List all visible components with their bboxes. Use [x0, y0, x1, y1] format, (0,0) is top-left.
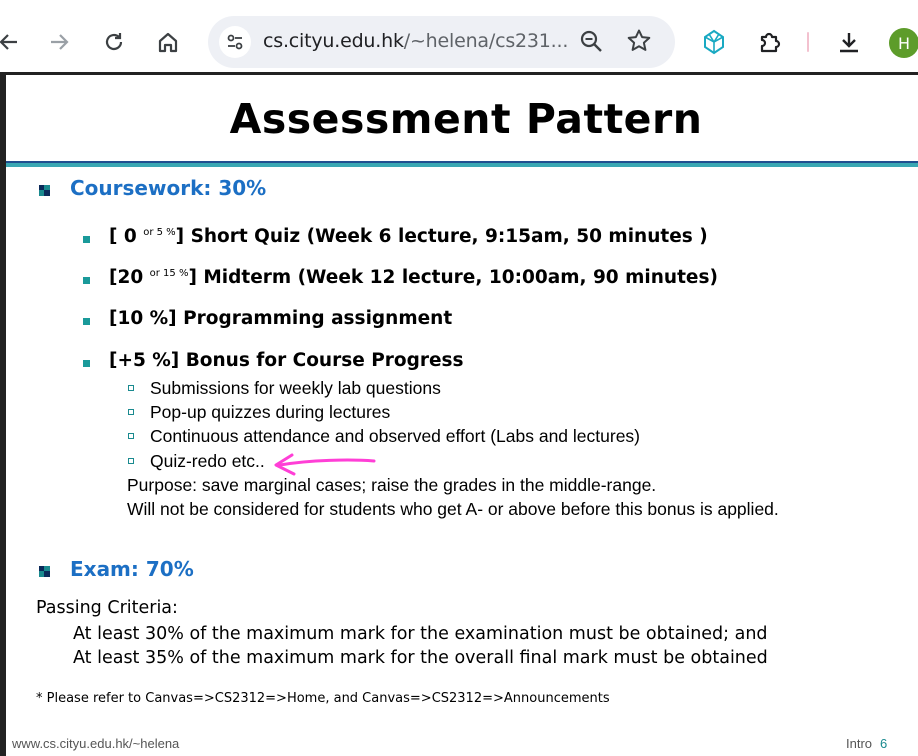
short-quiz-item: [ 0 $^{or 5 \%}$] Short Quiz (Week 6 lecture, 9:15am, 50 minutes ) [109, 226, 708, 247]
bonus-subitem: Continuous attendance and observed effort (Labs and lectures) [150, 426, 640, 446]
slide [6, 75, 918, 756]
url-text[interactable] [263, 30, 568, 52]
reload-button[interactable] [94, 22, 134, 62]
bonus-subitem: Submissions for weekly lab questions [150, 378, 441, 398]
purpose-line: Purpose: save marginal cases; raise the grades in the middle-range. [127, 475, 657, 495]
extensions-puzzle-icon [758, 30, 782, 54]
download-icon [837, 30, 861, 54]
site-info-button[interactable] [219, 26, 251, 58]
passing-criteria-label: Passing Criteria: [36, 598, 178, 618]
bullet-square-icon [39, 566, 50, 577]
forward-button[interactable] [40, 22, 80, 62]
slide-viewport [0, 72, 918, 756]
title-band [6, 75, 918, 161]
forward-icon [49, 31, 71, 53]
criteria-line: At least 35% of the maximum mark for the overall final mark must be obtained [73, 648, 768, 668]
eligibility-line: Will not be considered for students who get A- or above before this bonus is applied. [127, 499, 779, 519]
exam-heading: Exam: 70% [70, 557, 194, 581]
programming-assignment-item: [10 %] Programming assignment [109, 308, 453, 329]
extension-gem-icon [701, 29, 727, 55]
browser-toolbar [0, 0, 918, 72]
footer-page [846, 736, 887, 751]
home-button[interactable] [148, 22, 188, 62]
url-path: /~helena/cs231... [403, 30, 569, 52]
footer-url: www.cs.cityu.edu.hk/~helena [12, 736, 180, 751]
bonus-subitem: Pop-up quizzes during lectures [150, 402, 391, 422]
bullet-icon [83, 360, 90, 367]
home-icon [157, 31, 179, 53]
site-info-icon [226, 33, 244, 51]
bookmark-button[interactable] [626, 28, 652, 58]
canvas-note: * Please refer to Canvas=>CS2312=>Home, and Canvas=>CS2312=>Announcements [36, 691, 610, 706]
profile-avatar[interactable]: H [889, 28, 918, 58]
toolbar-divider [807, 32, 809, 52]
bullet-square-icon [39, 185, 50, 196]
zoom-button[interactable] [578, 28, 604, 58]
back-button[interactable] [0, 22, 28, 62]
back-icon [0, 31, 19, 53]
sub-bullet-icon [128, 458, 134, 464]
url-host: cs.cityu.edu.hk [263, 30, 404, 52]
criteria-line: At least 30% of the maximum mark for the examination must be obtained; and [73, 624, 768, 644]
reload-icon [103, 31, 125, 53]
slide-title: Assessment Pattern [229, 95, 703, 143]
sub-bullet-icon [128, 385, 134, 391]
midterm-item: [20 $^{or 15 \%}$] Midterm (Week 12 lecture, 10:00am, 90 minutes) [109, 267, 718, 288]
downloads-button[interactable] [829, 22, 869, 62]
bonus-item: [+5 %] Bonus for Course Progress [109, 350, 464, 371]
footer-section: Intro [846, 736, 873, 751]
extensions-button[interactable] [750, 22, 790, 62]
bullet-icon [83, 318, 90, 325]
address-bar[interactable] [208, 16, 675, 68]
bookmark-star-icon [626, 28, 652, 54]
bullet-icon [83, 236, 90, 243]
bonus-subitem: Quiz-redo etc.. [150, 451, 265, 471]
page-number: 6 [880, 736, 888, 751]
pink-arrow-annotation [270, 450, 376, 478]
coursework-heading: Coursework: 30% [70, 176, 267, 200]
extension-gem-button[interactable] [694, 22, 734, 62]
sub-bullet-icon [128, 409, 134, 415]
bullet-icon [83, 277, 90, 284]
zoom-icon [578, 28, 604, 54]
title-underline [6, 161, 918, 167]
sub-bullet-icon [128, 433, 134, 439]
